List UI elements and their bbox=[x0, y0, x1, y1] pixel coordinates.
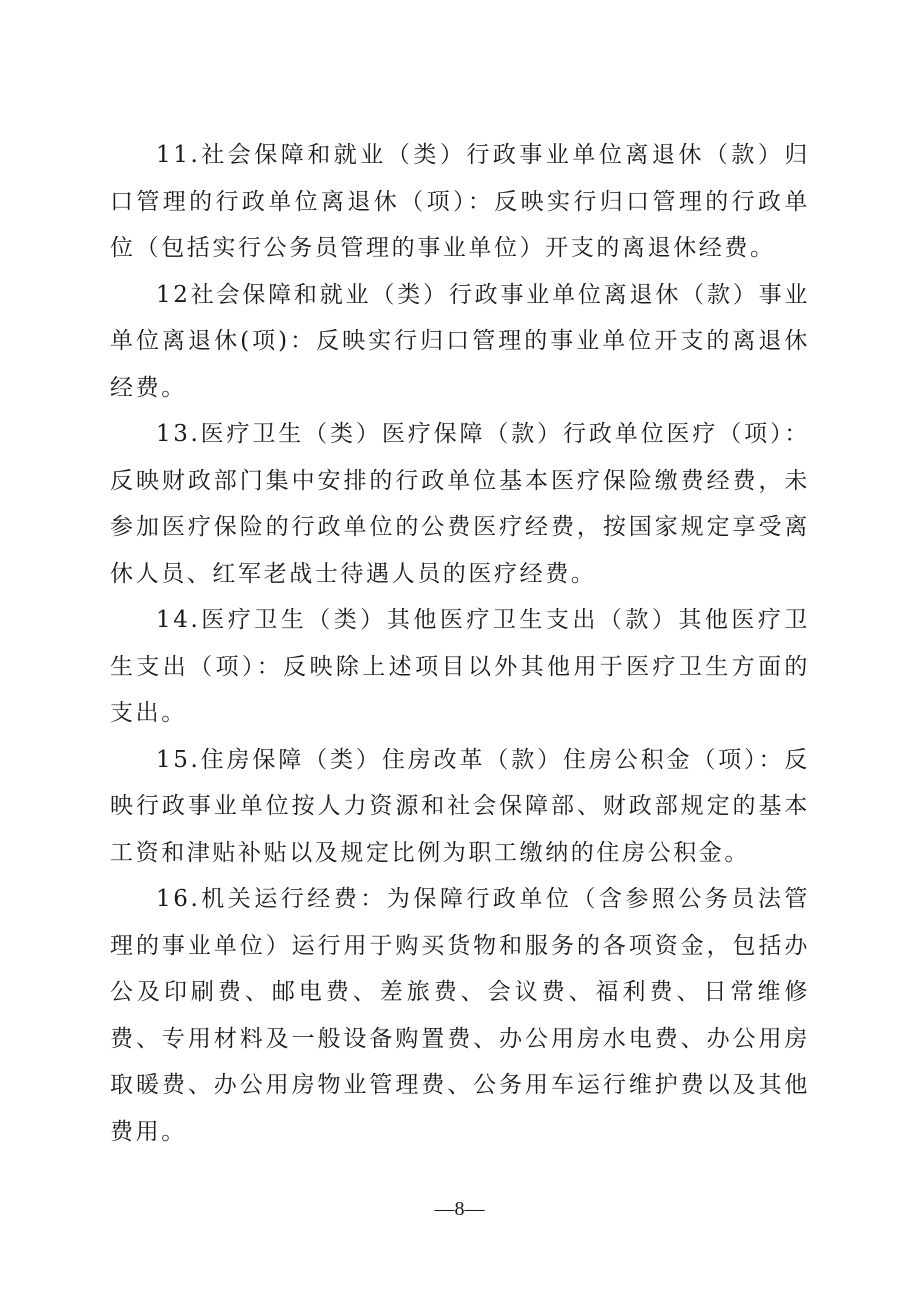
paragraph-item-12: 12社会保障和就业（类）行政事业单位离退休（款）事业单位离退休(项)：反映实行归口管理的事业单位开支的离退休经费。 bbox=[110, 281, 810, 401]
paragraph-item-16: 16.机关运行经费：为保障行政单位（含参照公务员法管理的事业单位）运行用于购买货物和服务的各项资金，包括办公及印刷费、邮电费、差旅费、会议费、福利费、日常维修费、专用材料及一般设备购置费、办公用房水电费、办公用房取暖费、办公用房物业管理费、公务用车运行维护费以及其他费用。 bbox=[110, 886, 810, 1145]
paragraph-item-15: 15.住房保障（类）住房改革（款）住房公积金（项）：反映行政事业单位按人力资源和社会保障部、财政部规定的基本工资和津贴补贴以及规定比例为职工缴纳的住房公积金。 bbox=[110, 746, 810, 866]
page-number: —8— bbox=[434, 1198, 485, 1220]
paragraph-item-14: 14.医疗卫生（类）其他医疗卫生支出（款）其他医疗卫生支出（项）：反映除上述项目以外其他用于医疗卫生方面的支出。 bbox=[110, 607, 810, 726]
paragraph-item-11: 11.社会保障和就业（类）行政事业单位离退休（款）归口管理的行政单位离退休（项）：反映实行归口管理的行政单位（包括实行公务员管理的事业单位）开支的离退休经费。 bbox=[110, 142, 810, 261]
document-body bbox=[110, 132, 810, 1155]
paragraph-item-13: 13.医疗卫生（类）医疗保障（款）行政单位医疗（项）：反映财政部门集中安排的行政单位基本医疗保险缴费经费，未参加医疗保险的行政单位的公费医疗经费，按国家规定享受离休人员、红军老战士待遇人员的医疗经费。 bbox=[110, 421, 810, 587]
